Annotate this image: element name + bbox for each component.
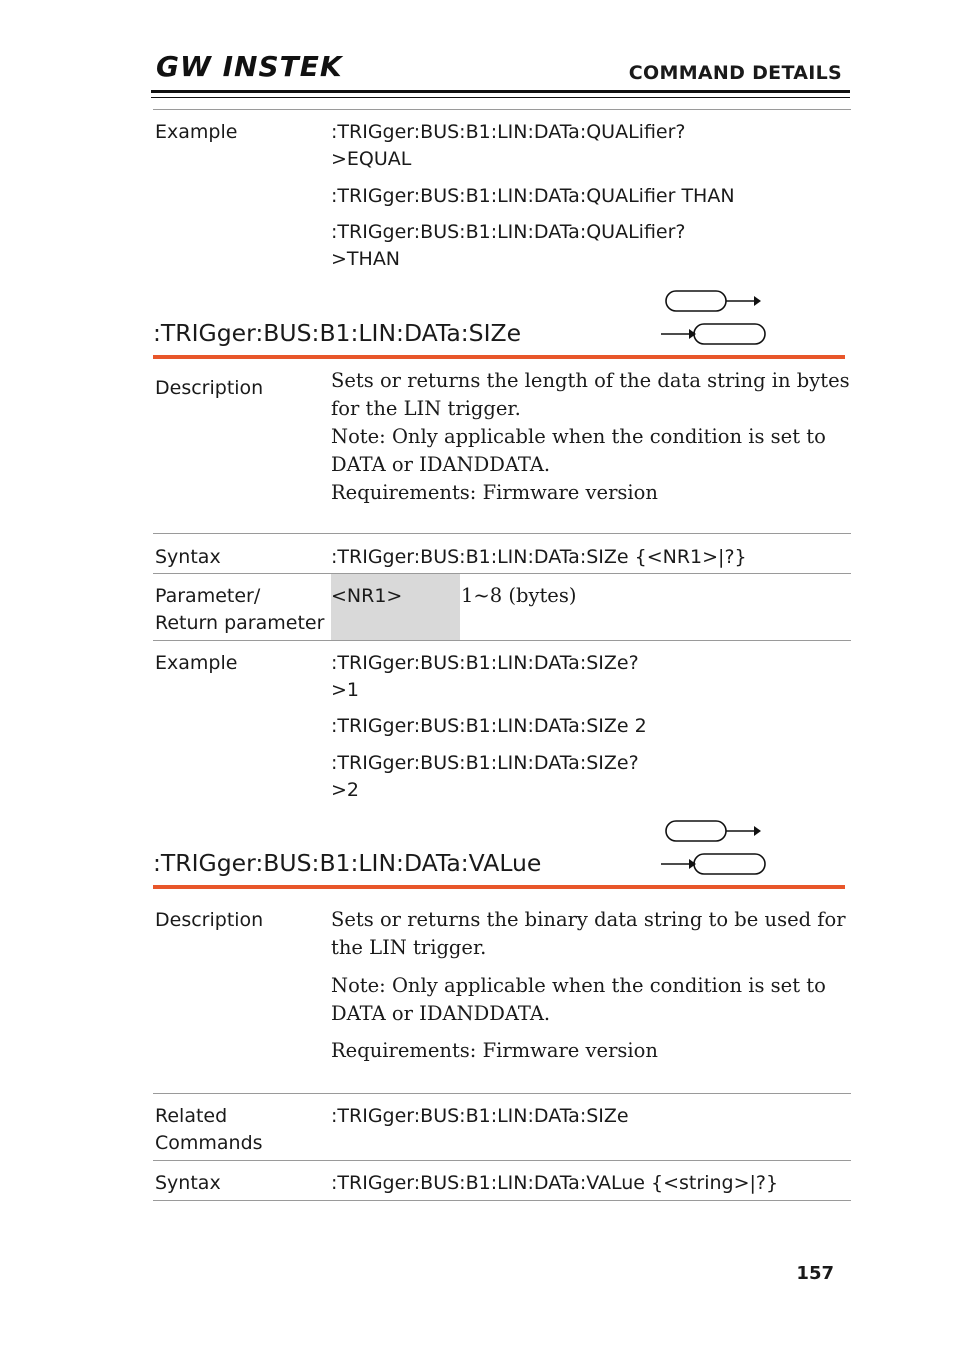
example-line: >1 — [331, 679, 360, 701]
divider — [153, 1200, 851, 1201]
example-line: >EQUAL — [331, 148, 412, 170]
example-line: :TRIGger:BUS:B1:LIN:DATa:SIZe 2 — [331, 715, 647, 737]
example-label: Example — [155, 121, 238, 143]
description-line: Sets or returns the length of the data string in bytes — [331, 369, 850, 392]
description-line: DATA or IDANDDATA. — [331, 453, 551, 476]
description-line: Requirements: Firmware version — [331, 481, 658, 504]
description-line: DATA or IDANDDATA. — [331, 1002, 551, 1025]
description-line: the LIN trigger. — [331, 936, 487, 959]
example-line: :TRIGger:BUS:B1:LIN:DATa:QUALifier THAN — [331, 185, 735, 207]
example-label: Example — [155, 652, 238, 674]
param-desc: 1~8 (bytes) — [461, 584, 577, 607]
set-query-icon — [658, 288, 770, 348]
section-title-size: :TRIGger:BUS:B1:LIN:DATa:SIZe — [153, 319, 522, 347]
header-rule-thin — [151, 97, 850, 98]
example-line: >2 — [331, 779, 360, 801]
divider — [153, 533, 851, 534]
param-label: Parameter/ — [155, 585, 261, 607]
set-query-icon — [658, 818, 770, 878]
syntax-label: Syntax — [155, 1172, 221, 1194]
section-rule — [153, 355, 845, 359]
description-label: Description — [155, 909, 264, 931]
description-line: Sets or returns the binary data string to be used for — [331, 908, 846, 931]
divider — [153, 1160, 851, 1161]
syntax-label: Syntax — [155, 546, 221, 568]
brand-logo: GW INSTEK — [156, 50, 343, 83]
divider — [153, 640, 851, 641]
syntax-value: :TRIGger:BUS:B1:LIN:DATa:VALue {<string>|?} — [331, 1172, 779, 1194]
description-line: Note: Only applicable when the condition is set to — [331, 425, 826, 448]
example-line: :TRIGger:BUS:B1:LIN:DATa:SIZe? — [331, 652, 639, 674]
param-label: Return parameter — [155, 612, 325, 634]
description-label: Description — [155, 377, 264, 399]
syntax-value: :TRIGger:BUS:B1:LIN:DATa:SIZe {<NR1>|?} — [331, 546, 747, 568]
related-label: Commands — [155, 1132, 263, 1154]
description-line: Note: Only applicable when the condition is set to — [331, 974, 826, 997]
param-name: <NR1> — [331, 585, 403, 607]
section-rule — [153, 885, 845, 889]
divider — [153, 573, 851, 574]
page-number: 157 — [796, 1263, 834, 1284]
header-rule — [151, 90, 850, 93]
example-line: :TRIGger:BUS:B1:LIN:DATa:QUALifier? — [331, 121, 686, 143]
description-line: for the LIN trigger. — [331, 397, 521, 420]
related-label: Related — [155, 1105, 228, 1127]
example-line: >THAN — [331, 248, 401, 270]
section-title-value: :TRIGger:BUS:B1:LIN:DATa:VALue — [153, 849, 542, 877]
divider — [153, 109, 851, 110]
example-line: :TRIGger:BUS:B1:LIN:DATa:SIZe? — [331, 752, 639, 774]
description-line: Requirements: Firmware version — [331, 1039, 658, 1062]
divider — [153, 1093, 851, 1094]
example-line: :TRIGger:BUS:B1:LIN:DATa:QUALifier? — [331, 221, 686, 243]
header-section-title: COMMAND DETAILS — [628, 62, 842, 84]
related-command: :TRIGger:BUS:B1:LIN:DATa:SIZe — [331, 1105, 629, 1127]
